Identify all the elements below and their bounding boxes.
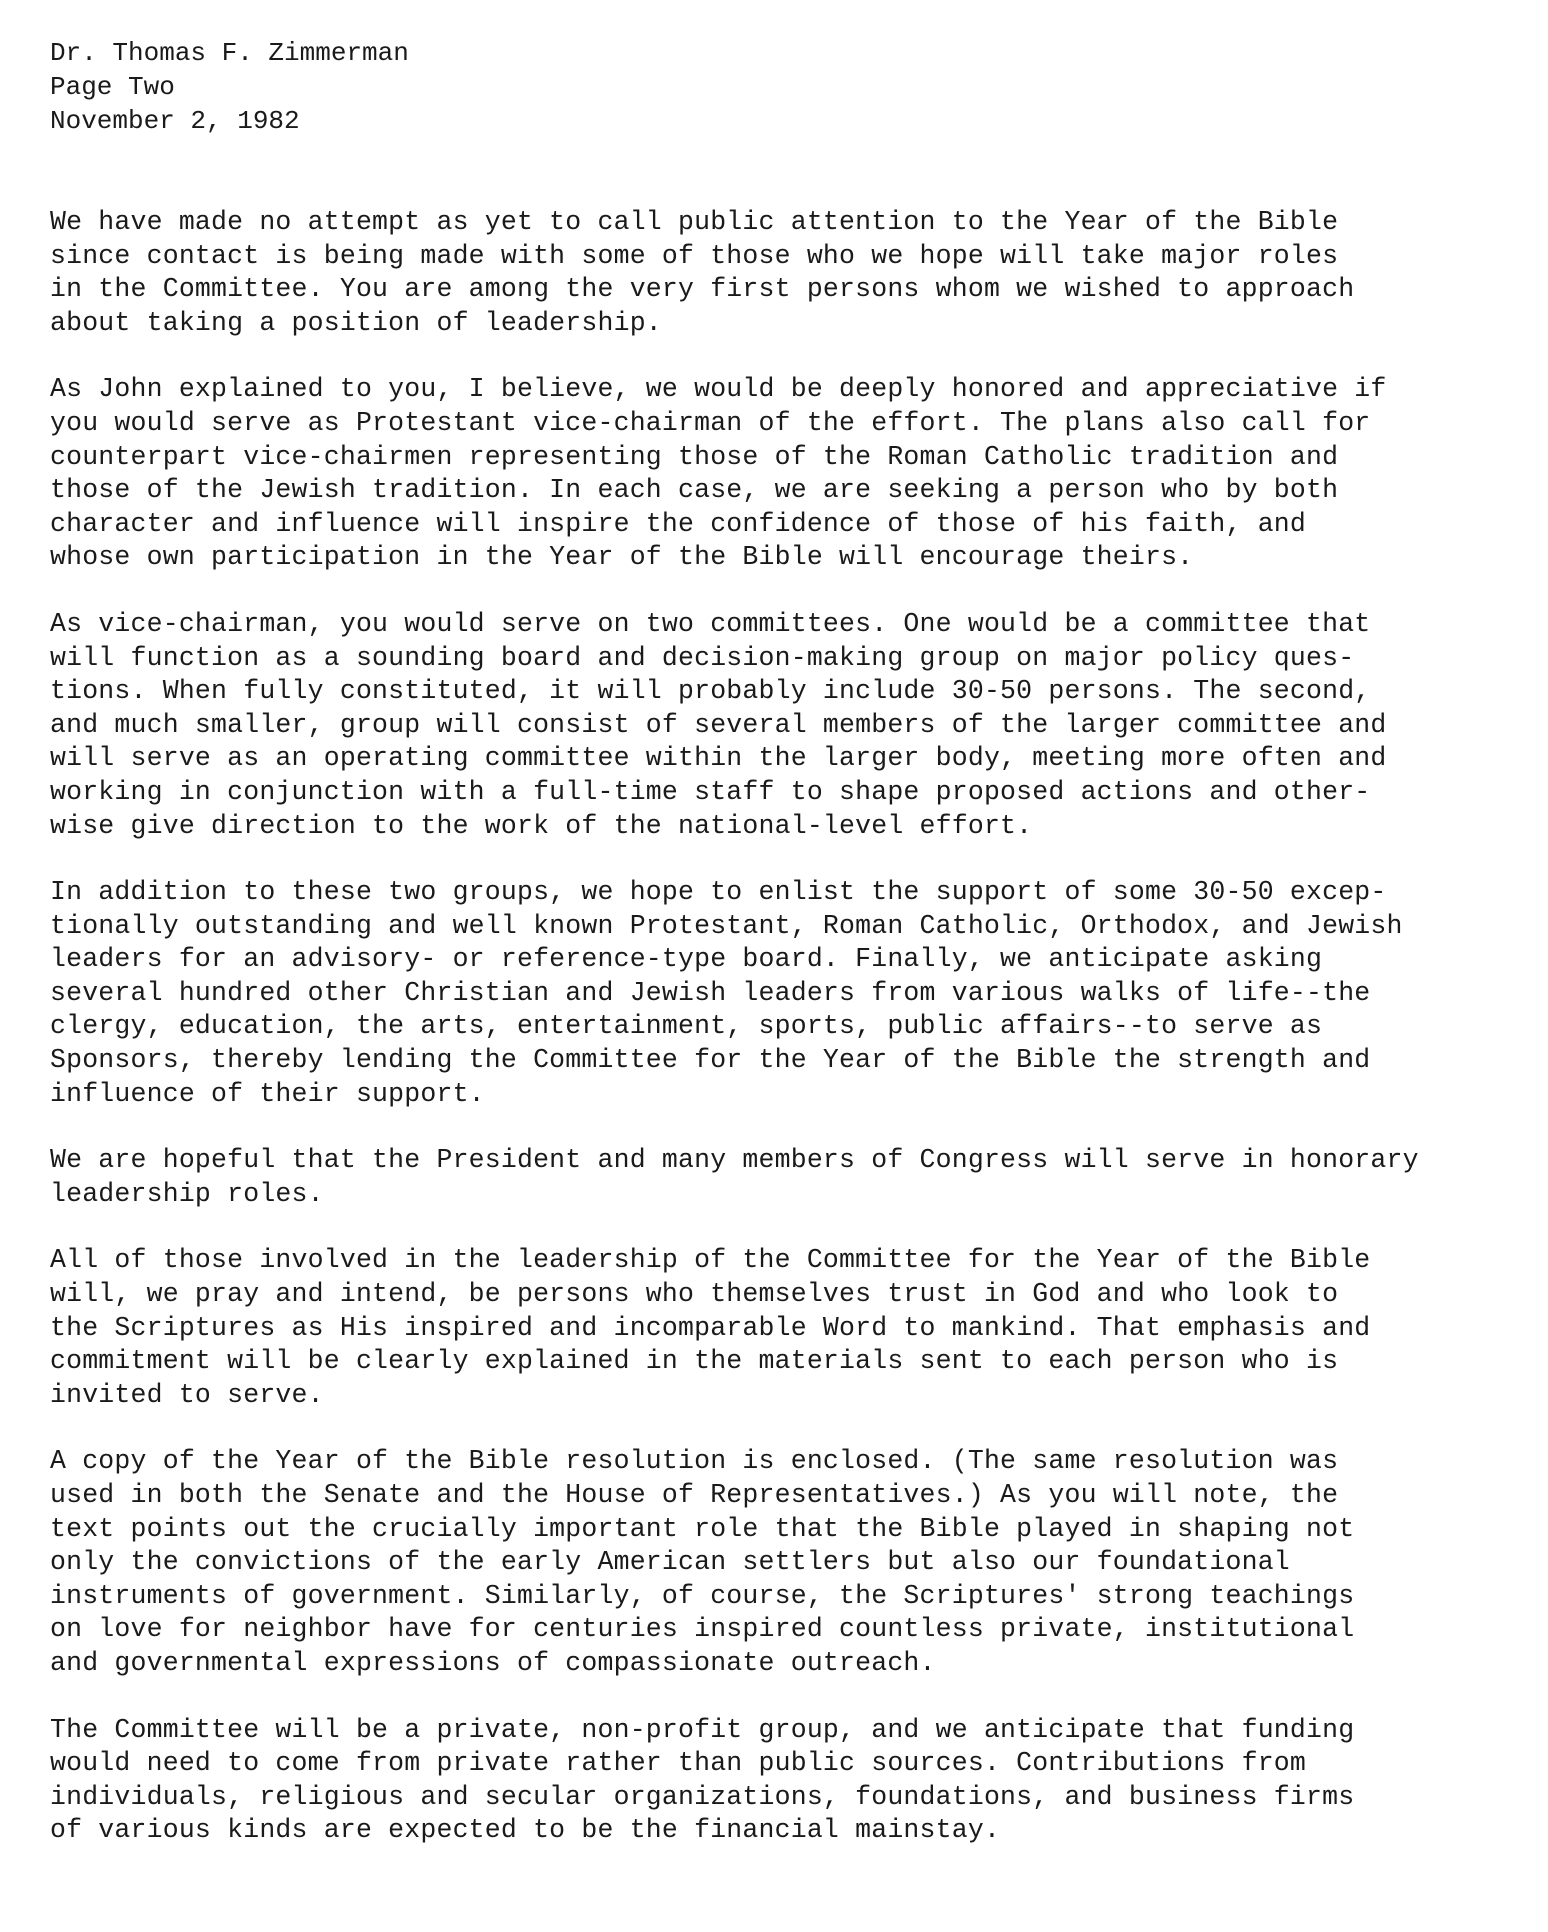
paragraph-line: working in conjunction with a full-time staff to shape proposed actions and other- [50, 776, 1371, 807]
body-paragraph [50, 1714, 1510, 1848]
letter-header [50, 36, 1510, 138]
body-paragraph [50, 1144, 1510, 1211]
body-paragraph [50, 206, 1510, 340]
paragraph-line: will function as a sounding board and decision-making group on major policy ques- [50, 642, 1355, 673]
paragraph-line: since contact is being made with some of those who we hope will take major roles [50, 240, 1339, 271]
body-paragraph [50, 876, 1510, 1111]
paragraph-line: would need to come from private rather than public sources. Contributions from [50, 1748, 1307, 1779]
paragraph-line: and much smaller, group will consist of several members of the larger committee and [50, 709, 1387, 740]
letter-page [50, 36, 1510, 1906]
letter-body [50, 206, 1510, 1848]
paragraph-line: used in both the Senate and the House of Representatives.) As you will note, the [50, 1480, 1339, 1510]
paragraph-line: The Committee will be a private, non-profit group, and we anticipate that funding [50, 1714, 1355, 1745]
paragraph-line: wise give direction to the work of the national-level effort. [50, 810, 1033, 841]
body-paragraph [50, 373, 1510, 575]
paragraph-line: instruments of government. Similarly, of course, the Scriptures' strong teachings [50, 1580, 1355, 1611]
paragraph-line: will, we pray and intend, be persons who themselves trust in God and who look to [50, 1279, 1339, 1310]
body-paragraph [50, 608, 1510, 843]
paragraph-line: As vice-chairman, you would serve on two committees. One would be a committee that [50, 608, 1371, 639]
paragraph-line: counterpart vice-chairmen representing those of the Roman Catholic tradition and [50, 441, 1339, 472]
paragraph-line: leaders for an advisory- or reference-type board. Finally, we anticipate asking [50, 944, 1323, 975]
paragraph-line: will serve as an operating committee within the larger body, meeting more often and [50, 743, 1387, 774]
paragraph-line: individuals, religious and secular organizations, foundations, and business firms [50, 1781, 1355, 1812]
paragraph-line: only the convictions of the early American settlers but also our foundational [50, 1547, 1290, 1578]
paragraph-line: and governmental expressions of compassionate outreach. [50, 1647, 936, 1678]
paragraph-line: We have made no attempt as yet to call public attention to the Year of the Bible [50, 207, 1339, 237]
body-paragraph [50, 1244, 1510, 1412]
paragraph-line: As John explained to you, I believe, we would be deeply honored and appreciative if [50, 374, 1387, 405]
paragraph-line: leadership roles. [50, 1178, 324, 1209]
paragraph-line: influence of their support. [50, 1078, 485, 1109]
paragraph-line: several hundred other Christian and Jewish leaders from various walks of life--the [50, 977, 1371, 1008]
paragraph-line: those of the Jewish tradition. In each case, we are seeking a person who by both [50, 475, 1339, 506]
paragraph-line: of various kinds are expected to be the financial mainstay. [50, 1815, 1001, 1846]
paragraph-line: about taking a position of leadership. [50, 307, 662, 338]
paragraph-line: All of those involved in the leadership of the Committee for the Year of the Bible [50, 1245, 1371, 1276]
letter-date: November 2, 1982 [50, 106, 300, 136]
paragraph-line: whose own participation in the Year of the Bible will encourage theirs. [50, 542, 1194, 573]
body-paragraph [50, 1445, 1510, 1680]
paragraph-line: We are hopeful that the President and many members of Congress will serve in honorary [50, 1145, 1419, 1176]
page-number: Page Two [50, 72, 175, 102]
paragraph-line: Sponsors, thereby lending the Committee for the Year of the Bible the strength and [50, 1045, 1371, 1076]
paragraph-line: on love for neighbor have for centuries inspired countless private, institutional [50, 1614, 1355, 1645]
paragraph-line: you would serve as Protestant vice-chairman of the effort. The plans also call for [50, 407, 1371, 438]
paragraph-line: character and influence will inspire the confidence of those of his faith, and [50, 508, 1307, 539]
paragraph-line: A copy of the Year of the Bible resolution is enclosed. (The same resolution was [50, 1446, 1339, 1477]
paragraph-line: invited to serve. [50, 1379, 324, 1410]
paragraph-line: commitment will be clearly explained in the materials sent to each person who is [50, 1346, 1339, 1377]
paragraph-line: in the Committee. You are among the very first persons whom we wished to approach [50, 274, 1355, 305]
paragraph-line: In addition to these two groups, we hope to enlist the support of some 30-50 excep- [50, 877, 1387, 908]
paragraph-line: tions. When fully constituted, it will probably include 30-50 persons. The second, [50, 676, 1371, 707]
paragraph-line: clergy, education, the arts, entertainment, sports, public affairs--to serve as [50, 1011, 1323, 1042]
paragraph-line: tionally outstanding and well known Protestant, Roman Catholic, Orthodox, and Jewish [50, 910, 1403, 941]
paragraph-line: the Scriptures as His inspired and incomparable Word to mankind. That emphasis and [50, 1312, 1371, 1343]
recipient-name: Dr. Thomas F. Zimmerman [50, 38, 409, 68]
paragraph-line: text points out the crucially important role that the Bible played in shaping not [50, 1513, 1355, 1544]
